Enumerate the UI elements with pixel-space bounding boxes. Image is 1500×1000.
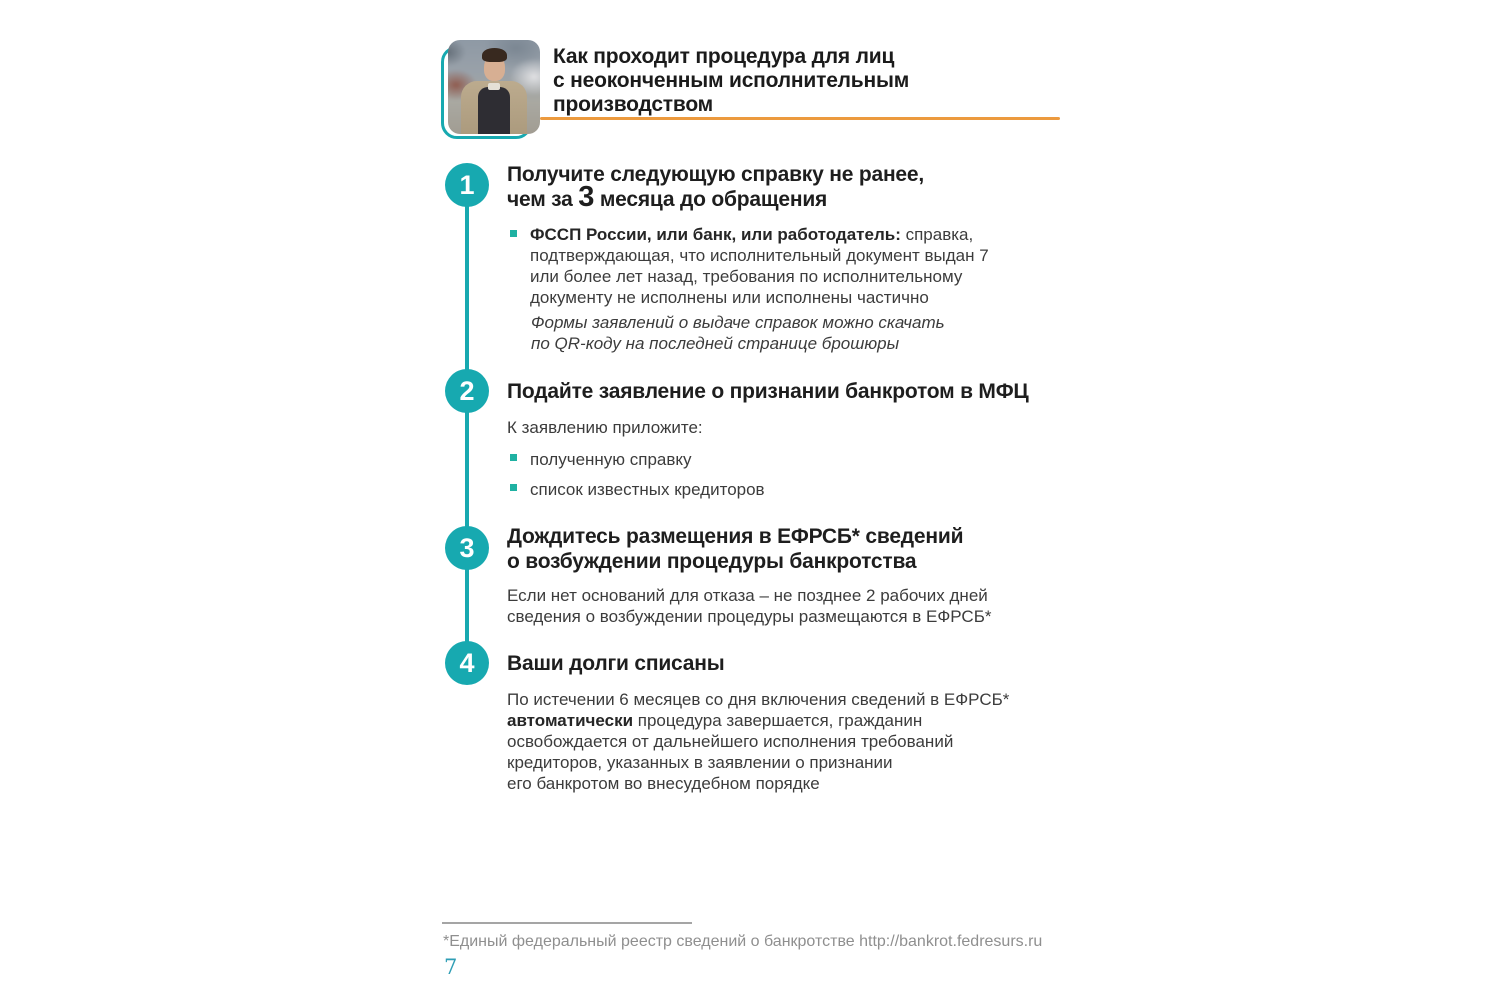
step-2-intro: К заявлению приложите: (507, 418, 703, 437)
step-1-title: Получите следующую справку не ранее, чем за 3 месяца до обращения (507, 163, 925, 213)
step-number-badge: 2 (445, 369, 489, 413)
page-title-line: производством (553, 93, 714, 116)
footnote-divider (442, 922, 692, 924)
step-1-note: Формы заявлений о выдаче справок можно скачать по QR-коду на последней странице брошюры (531, 313, 945, 353)
step-3-title: Дождитесь размещения в ЕФРСБ* сведений о возбуждении процедуры банкротства (507, 525, 964, 573)
photo-hair (482, 48, 507, 62)
bullet-square-icon (510, 484, 517, 491)
step-4-title: Ваши долги списаны (507, 652, 725, 675)
big-number-3: 3 (578, 181, 595, 213)
bullet-square-icon (510, 454, 517, 461)
step-2-bullet: полученную справку (530, 450, 692, 469)
page-title-line: Как проходит процедура для лиц (553, 45, 895, 68)
timeline-connector (465, 185, 469, 665)
title-underline (540, 117, 1060, 120)
step-1-bullet-text: ФССП России, или банк, или работодатель: справка, подтверждающая, что исполнительный документ выдан 7 или более лет назад, требования по исполнительному документу не исполнены или исполнены частично (530, 225, 989, 307)
footnote: *Единый федеральный реестр сведений о банкротстве http://bankrot.fedresurs.ru (443, 933, 1043, 950)
step-number-badge: 4 (445, 641, 489, 685)
step-2-bullet: список известных кредиторов (530, 480, 765, 499)
photo-collar (488, 83, 500, 90)
step-3-body: Если нет оснований для отказа – не позднее 2 рабочих дней сведения о возбуждении процедуры размещаются в ЕФРСБ* (507, 586, 992, 626)
step-2-title: Подайте заявление о признании банкротом в МФЦ (507, 380, 1029, 403)
header-photo (448, 40, 540, 134)
photo-sweater (478, 87, 510, 134)
page-title-line: с неоконченным исполнительным (553, 69, 910, 92)
step-4-body: По истечении 6 месяцев со дня включения сведений в ЕФРСБ* автоматически процедура завершается, гражданин освобождается от дальнейшего исполнения требований кредиторов, указанных в заявлении о признании его банкротом во внесудебном порядке (507, 690, 1010, 793)
step-number-badge: 1 (445, 163, 489, 207)
page-number: 7 (444, 955, 458, 979)
bullet-square-icon (510, 230, 517, 237)
page-title (553, 45, 909, 117)
step-number-badge: 3 (445, 526, 489, 570)
